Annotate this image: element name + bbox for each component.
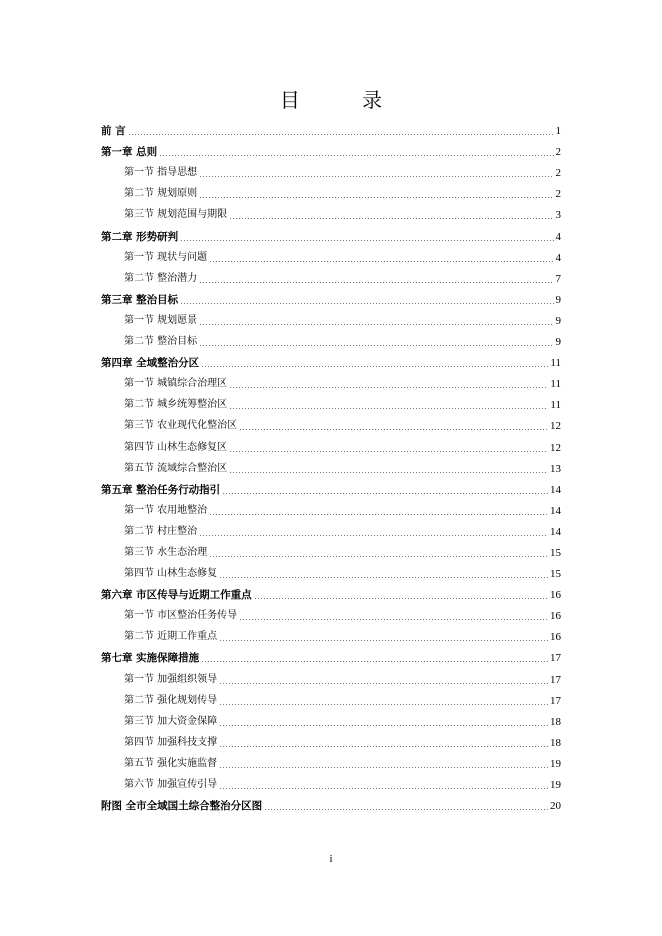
toc-entry-page: 17 <box>550 673 561 686</box>
toc-entry-page: 12 <box>550 441 561 454</box>
toc-entry-page: 17 <box>550 694 561 707</box>
toc-entry-label: 第三节 水生态治理 <box>124 546 208 558</box>
toc-entry-page: 20 <box>550 800 561 813</box>
toc-entry-label: 第七章 实施保障措施 <box>101 652 200 665</box>
toc-section-entry[interactable] <box>101 602 561 623</box>
toc-entry-page: 17 <box>550 652 561 665</box>
toc-entry-label: 第二节 城乡统筹整治区 <box>124 399 228 411</box>
toc-entry-label: 前 言 <box>101 125 126 138</box>
toc-chapter-entry[interactable] <box>101 117 561 138</box>
toc-entry-label: 第二章 形势研判 <box>101 230 179 243</box>
toc-section-entry[interactable] <box>101 455 561 476</box>
toc-section-entry[interactable] <box>101 391 561 412</box>
toc-section-entry[interactable] <box>101 518 561 539</box>
dot-leader <box>219 640 548 641</box>
toc-chapter-entry[interactable] <box>101 476 561 497</box>
toc-entry-page: 11 <box>550 399 561 412</box>
toc-chapter-entry[interactable] <box>101 581 561 602</box>
dot-leader <box>219 725 548 726</box>
toc-entry-page: 13 <box>550 462 561 475</box>
toc-section-entry[interactable] <box>101 539 561 560</box>
toc-entry-label: 第二节 规划原则 <box>124 188 198 200</box>
toc-chapter-entry[interactable] <box>101 349 561 370</box>
toc-entry-label: 第四节 加强科技支撑 <box>124 736 218 748</box>
toc-section-entry[interactable] <box>101 729 561 750</box>
toc-entry-label: 第二节 强化规划传导 <box>124 694 218 706</box>
toc-entry-page: 16 <box>550 589 561 602</box>
toc-chapter-entry[interactable] <box>101 222 561 243</box>
toc-section-entry[interactable] <box>101 665 561 686</box>
toc-entry-label: 第二节 村庄整治 <box>124 525 198 537</box>
dot-leader <box>254 598 548 599</box>
toc-entry-label: 第一节 农用地整治 <box>124 504 208 516</box>
toc-chapter-entry[interactable] <box>101 138 561 159</box>
toc-entry-page: 18 <box>550 715 561 728</box>
table-of-contents <box>101 117 561 813</box>
toc-entry-page: 12 <box>550 420 561 433</box>
toc-entry-label: 第一节 规划愿景 <box>124 314 198 326</box>
dot-leader <box>199 282 553 283</box>
dot-leader <box>199 345 553 346</box>
dot-leader <box>199 535 548 536</box>
dot-leader <box>219 746 548 747</box>
toc-chapter-entry[interactable] <box>101 286 561 307</box>
dot-leader <box>209 514 548 515</box>
dot-leader <box>219 788 548 789</box>
dot-leader <box>199 176 553 177</box>
toc-section-entry[interactable] <box>101 623 561 644</box>
toc-entry-page: 9 <box>555 293 561 306</box>
toc-entry-label: 第三章 整治目标 <box>101 293 179 306</box>
dot-leader <box>264 809 548 810</box>
toc-entry-page: 9 <box>555 314 561 327</box>
toc-chapter-entry[interactable] <box>101 644 561 665</box>
toc-entry-page: 2 <box>555 146 561 159</box>
toc-entry-label: 第四节 山林生态修复区 <box>124 441 228 453</box>
toc-entry-page: 19 <box>550 757 561 770</box>
toc-section-entry[interactable] <box>101 750 561 771</box>
toc-entry-page: 1 <box>555 125 561 138</box>
toc-section-entry[interactable] <box>101 497 561 518</box>
dot-leader <box>180 240 553 241</box>
toc-entry-page: 14 <box>550 483 561 496</box>
toc-entry-page: 11 <box>550 378 561 391</box>
dot-leader <box>222 493 548 494</box>
dot-leader <box>199 324 553 325</box>
dot-leader <box>239 429 548 430</box>
dot-leader <box>239 619 548 620</box>
toc-entry-page: 4 <box>555 230 561 243</box>
dot-leader <box>229 472 548 473</box>
dot-leader <box>201 366 548 367</box>
dot-leader <box>180 303 553 304</box>
toc-entry-label: 第四节 山林生态修复 <box>124 568 218 580</box>
toc-entry-label: 第一节 市区整治任务传导 <box>124 610 238 622</box>
toc-entry-label: 第二节 整治潜力 <box>124 272 198 284</box>
dot-leader <box>219 767 548 768</box>
toc-entry-label: 第五节 流域综合整治区 <box>124 462 228 474</box>
dot-leader <box>219 704 548 705</box>
toc-entry-label: 第三节 农业现代化整治区 <box>124 420 238 432</box>
toc-section-entry[interactable] <box>101 265 561 286</box>
dot-leader <box>219 683 548 684</box>
toc-entry-page: 16 <box>550 610 561 623</box>
toc-section-entry[interactable] <box>101 687 561 708</box>
toc-entry-label: 附图 全市全域国土综合整治分区图 <box>101 800 263 813</box>
toc-chapter-entry[interactable] <box>101 792 561 813</box>
toc-entry-label: 第二节 近期工作重点 <box>124 631 218 643</box>
toc-entry-page: 15 <box>550 546 561 559</box>
toc-section-entry[interactable] <box>101 159 561 180</box>
toc-entry-page: 9 <box>555 336 561 349</box>
dot-leader <box>229 387 548 388</box>
page-number: i <box>329 853 333 865</box>
dot-leader <box>209 556 548 557</box>
toc-entry-label: 第一章 总则 <box>101 146 158 159</box>
toc-entry-page: 4 <box>555 251 561 264</box>
toc-entry-page: 14 <box>550 525 561 538</box>
toc-section-entry[interactable] <box>101 201 561 222</box>
toc-entry-page: 16 <box>550 631 561 644</box>
toc-entry-page: 14 <box>550 504 561 517</box>
dot-leader <box>229 451 548 452</box>
toc-section-entry[interactable] <box>101 412 561 433</box>
dot-leader <box>199 197 553 198</box>
toc-section-entry[interactable] <box>101 771 561 792</box>
toc-entry-page: 15 <box>550 568 561 581</box>
toc-entry-label: 第一节 指导思想 <box>124 167 198 179</box>
dot-leader <box>201 661 548 662</box>
toc-entry-page: 11 <box>550 357 561 370</box>
toc-section-entry[interactable] <box>101 307 561 328</box>
toc-entry-label: 第三节 规划范围与期限 <box>124 209 228 221</box>
toc-section-entry[interactable] <box>101 180 561 201</box>
toc-entry-label: 第四章 全域整治分区 <box>101 357 200 370</box>
toc-section-entry[interactable] <box>101 370 561 391</box>
toc-entry-label: 第二节 整治目标 <box>124 336 198 348</box>
toc-entry-page: 3 <box>555 209 561 222</box>
toc-entry-page: 2 <box>555 188 561 201</box>
dot-leader <box>209 261 553 262</box>
toc-entry-label: 第五章 整治任务行动指引 <box>101 483 221 496</box>
toc-entry-page: 7 <box>555 272 561 285</box>
dot-leader <box>128 134 554 135</box>
toc-entry-page: 18 <box>550 736 561 749</box>
toc-entry-label: 第一节 现状与问题 <box>124 251 208 263</box>
toc-entry-label: 第一节 加强组织领导 <box>124 673 218 685</box>
dot-leader <box>219 577 548 578</box>
dot-leader <box>159 155 553 156</box>
toc-entry-label: 第六章 市区传导与近期工作重点 <box>101 589 252 602</box>
toc-entry-page: 19 <box>550 779 561 791</box>
toc-section-entry[interactable] <box>101 328 561 349</box>
toc-title: 目 录 <box>279 88 411 112</box>
toc-entry-label: 第五节 强化实施监督 <box>124 757 218 769</box>
toc-entry-label: 第一节 城镇综合治理区 <box>124 378 228 390</box>
toc-entry-label: 第六节 加强宣传引导 <box>124 779 218 790</box>
toc-section-entry[interactable] <box>101 560 561 581</box>
dot-leader <box>229 218 553 219</box>
dot-leader <box>229 408 548 409</box>
toc-section-entry[interactable] <box>101 244 561 265</box>
toc-entry-label: 第三节 加大资金保障 <box>124 715 218 727</box>
toc-section-entry[interactable] <box>101 708 561 729</box>
toc-section-entry[interactable] <box>101 433 561 454</box>
toc-entry-page: 2 <box>555 167 561 180</box>
